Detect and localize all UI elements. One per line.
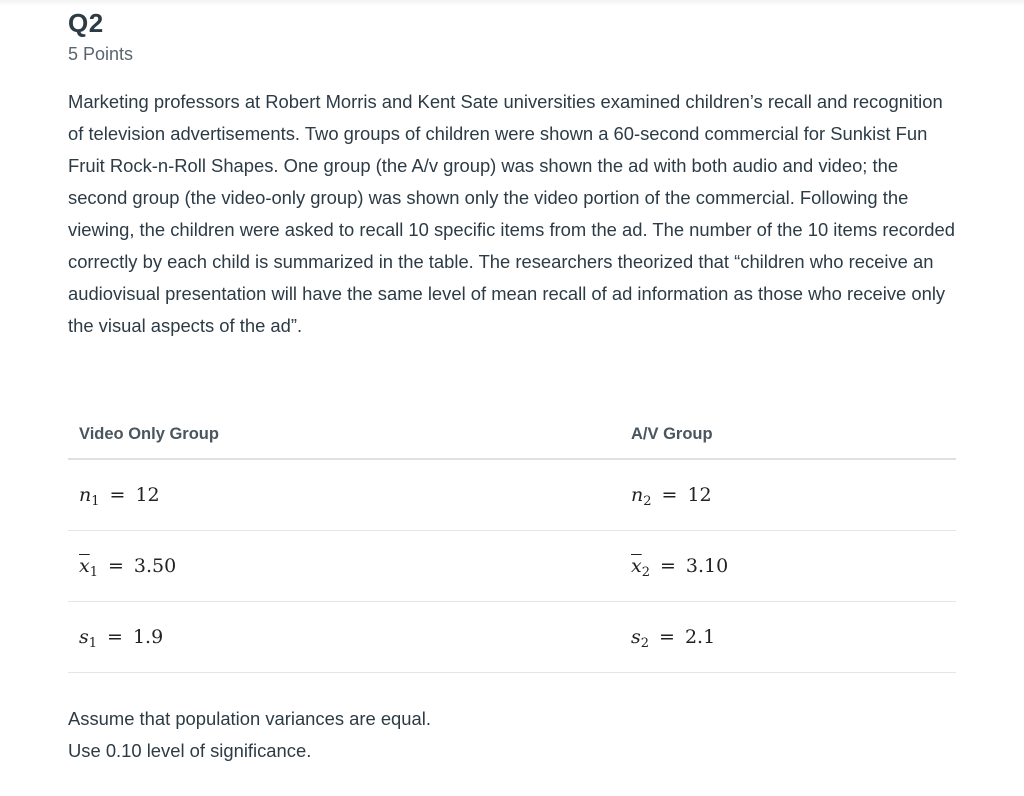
math-equals: = <box>108 555 124 577</box>
math-equals: = <box>659 626 675 648</box>
math-variable: s <box>631 626 641 648</box>
math-subscript: 2 <box>643 494 652 509</box>
table-cell-xbar1 <box>68 531 620 602</box>
question-points: 5 Points <box>68 44 134 64</box>
note-variances: Assume that population variances are equal. <box>68 708 431 729</box>
math-subscript: 1 <box>88 636 98 651</box>
math-subscript: 2 <box>640 636 650 651</box>
question-prompt: Marketing professors at Robert Morris and Kent Sate universities examined children’s recall and recognition of television advertisements. Two groups of children were shown a 60-second commercial for Sunkist Fun Fruit Rock-n-Roll Shapes. One group (the A/v group) was shown the ad with both audio and video; the second group (the video-only group) was shown only the video portion of the commercial. Following the viewing, the children were asked to recall 10 specific items from the ad. The number of the 10 items recorded correctly by each child is summarized in the table. The researchers theorized that “children who receive an audiovisual presentation will have the same level of mean recall of ad information as those who receive only the visual aspects of the ad”. <box>68 91 955 336</box>
note-significance: Use 0.10 level of significance. <box>68 740 312 761</box>
math-variable: n <box>79 484 92 506</box>
table-cell-s2 <box>620 602 956 673</box>
table-row <box>68 602 956 673</box>
math-variable: s <box>79 626 89 648</box>
math-value: 2.1 <box>684 626 716 648</box>
table-header-row <box>68 410 956 459</box>
table-cell-s1 <box>68 602 620 673</box>
math-value: 3.10 <box>685 555 729 577</box>
math-subscript: 1 <box>89 565 98 580</box>
math-subscript: 2 <box>641 565 650 580</box>
math-variable: $\overline{x}$ <box>79 555 90 577</box>
table-cell-n1 <box>68 459 620 531</box>
table-header-av: A/V Group <box>620 410 956 459</box>
math-value: 3.50 <box>133 555 177 577</box>
table-header-video-only: Video Only Group <box>68 410 620 459</box>
math-value: 1.9 <box>132 626 164 648</box>
table-cell-n2 <box>620 459 956 531</box>
math-value: 12 <box>687 484 712 506</box>
table-row <box>68 531 956 602</box>
math-variable: $\overline{x}$ <box>631 555 642 577</box>
question-number: Q2 <box>68 8 104 38</box>
math-equals: = <box>661 484 678 506</box>
math-subscript: 1 <box>91 494 100 509</box>
math-equals: = <box>107 626 123 648</box>
table-cell-xbar2 <box>620 531 956 602</box>
math-equals: = <box>109 484 126 506</box>
table-row <box>68 459 956 531</box>
math-value: 12 <box>135 484 160 506</box>
math-equals: = <box>660 555 676 577</box>
top-shadow <box>0 0 1024 6</box>
data-table <box>68 410 956 673</box>
math-variable: n <box>631 484 644 506</box>
